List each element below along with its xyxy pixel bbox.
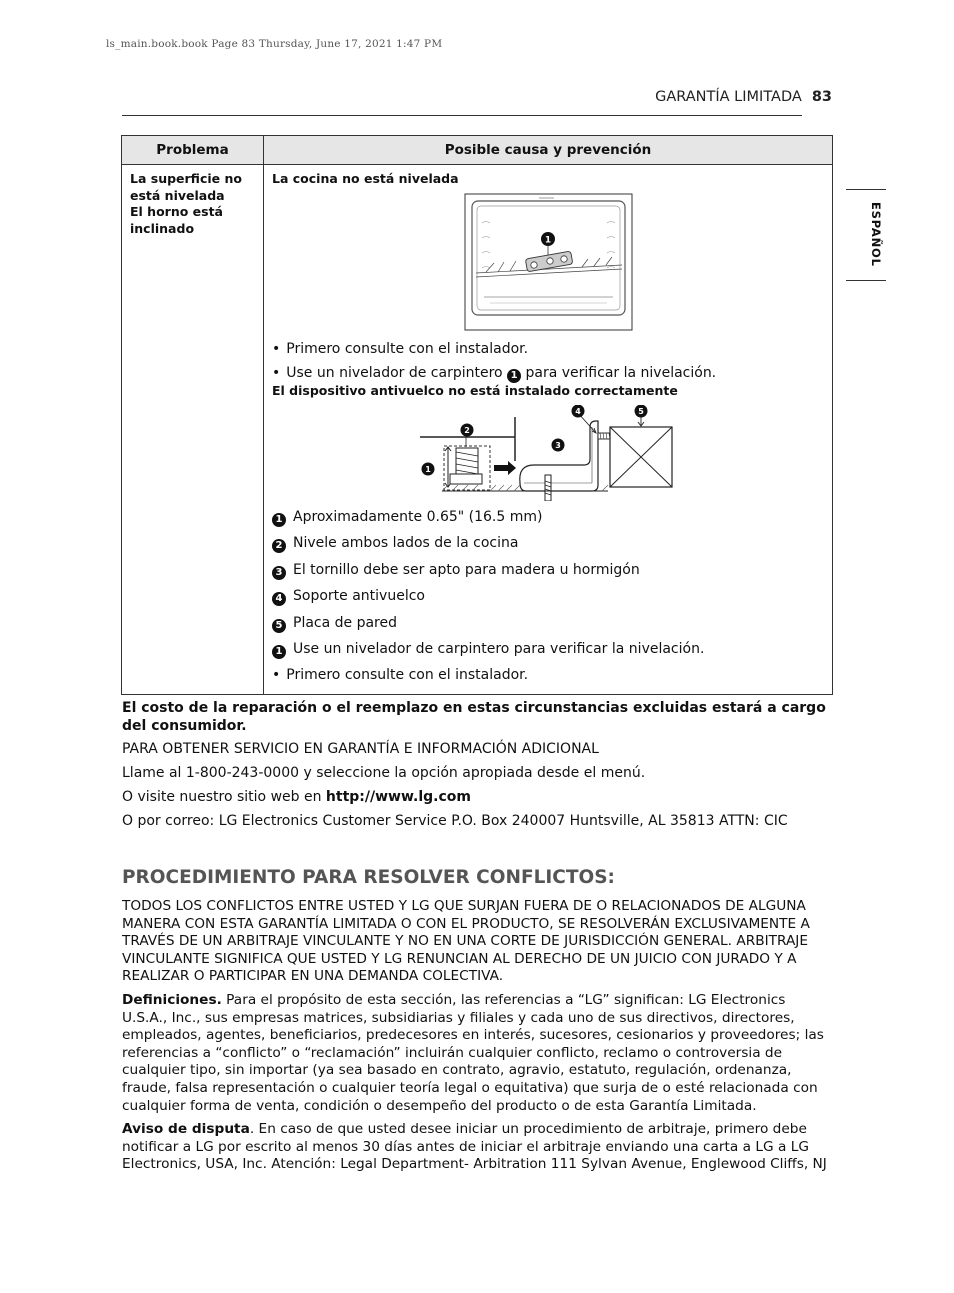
table-row	[122, 165, 833, 695]
page-number: 83	[811, 89, 832, 105]
bullet-text: Primero consulte con el instalador.	[286, 667, 529, 684]
item-number: 1	[272, 645, 286, 659]
anti-tip-bracket-illustration	[412, 405, 674, 501]
section-title: PROCEDIMIENTO PARA RESOLVER CONFLICTOS:	[122, 867, 615, 888]
item-text: Soporte antivuelco	[293, 588, 425, 605]
dispute-text: . En caso de que usted desee iniciar un procedimiento de arbitraje, primero debe notificar a LG por escrito al menos 30 días antes de iniciar el arbitraje enviando una carta a LG a LG Electronics, USA, Inc. Atención: Legal Department- Arbitration 111 Sylvan Avenue, Englewood Cliffs, NJ	[122, 1121, 827, 1173]
problem-cell	[122, 165, 264, 695]
header-rule	[122, 115, 802, 116]
bullet-text: Primero consulte con el instalador.	[286, 341, 529, 357]
web-prefix: O visite nuestro sitio web en	[122, 789, 326, 805]
problem-line: La superficie no	[130, 171, 242, 186]
bullet-text: para verificar la nivelación.	[525, 365, 717, 381]
cause-title-antitip: El dispositivo antivuelco no está instalado correctamente	[272, 383, 678, 398]
bracket-callout-2: 2	[464, 426, 470, 435]
numbered-item	[272, 615, 824, 633]
oven-callout-number: 1	[544, 235, 552, 246]
dispute-label: Aviso de disputa	[122, 1121, 250, 1137]
mail-line: O por correo: LG Electronics Customer Service P.O. Box 240007 Huntsville, AL 35813 ATTN: CIC	[122, 813, 788, 829]
numbered-list	[272, 509, 824, 659]
column-header-problem: Problema	[122, 136, 264, 165]
item-text: El tornillo debe ser apto para madera u hormigón	[293, 561, 640, 578]
inline-callout-number: 1	[507, 369, 521, 383]
bullet-item: • Primero consulte con el instalador.	[272, 667, 529, 684]
numbered-item	[272, 641, 824, 659]
cost-note: El costo de la reparación o el reemplazo en estas circunstancias excluidas estará a cargo del consumidor.	[122, 700, 826, 734]
language-tab	[846, 189, 886, 281]
running-head	[655, 89, 832, 105]
numbered-item	[272, 535, 824, 553]
definitions-text: Para el propósito de esta sección, las referencias a “LG” significan: LG Electronics U.S.A., Inc., sus empresas matrices, subsidiarias y filiales y cada uno de sus directivos, directores, empleados, agentes, beneficiarios, predecesores en interés, sucesores, cesionarios y proveedores; las referencias a “conflicto” o “reclamación” incluirán cualquier conflicto, reclamo o controversia de cualquier tipo, sin importar (ya sea basado en contrato, agravio, estatuto, regulación, ordenanza, fraude, falsa representación o cualquier teoría legal o equitativa) que surja de o esté relacionada con cualquier forma de venta, condición o desempeño del producto o de esta Garantía Limitada.	[122, 992, 824, 1114]
item-number: 3	[272, 566, 286, 580]
item-number: 1	[272, 513, 286, 527]
item-number: 5	[272, 619, 286, 633]
numbered-item	[272, 509, 824, 527]
problem-line: inclinado	[130, 220, 195, 236]
definitions-paragraph	[122, 992, 834, 1115]
troubleshooting-table	[121, 135, 833, 695]
bullet-text: Use un nivelador de carpintero	[286, 365, 503, 381]
problem-line: El horno está	[130, 204, 223, 219]
bracket-callout-1: 1	[425, 465, 431, 474]
problem-line: está nivelada	[130, 187, 225, 203]
running-head-title: GARANTÍA LIMITADA	[655, 89, 802, 105]
file-header: ls_main.book.book Page 83 Thursday, June 17, 2021 1:47 PM	[106, 38, 443, 50]
cause-cell	[264, 165, 833, 695]
caps-paragraph: TODOS LOS CONFLICTOS ENTRE USTED Y LG QUE SURJAN FUERA DE O RELACIONADOS DE ALGUNA MANERA CON ESTA GARANTÍA LIMITADA O CON EL PRODUCTO, SE RESOLVERÁN EXCLUSIVAMENTE A TRAVÉS DE UN ARBITRAJE VINCULANTE Y NO EN UNA CORTE DE JURISDICCIÓN GENERAL. ARBITRAJE VINCULANTE SIGNIFICA QUE USTED Y LG RENUNCIAN AL DERECHO DE UN JUICIO CON JURADO Y A REALIZAR O PARTICIPAR EN UNA DEMANDA COLECTIVA.	[122, 898, 810, 985]
website-link[interactable]: http://www.lg.com	[325, 789, 471, 805]
item-number: 2	[272, 539, 286, 553]
bullet-item: • Primero consulte con el instalador.	[272, 341, 529, 357]
language-tab-label: ESPAÑOL	[869, 202, 883, 267]
web-line	[122, 789, 834, 807]
numbered-item	[272, 588, 824, 606]
item-text: Aproximadamente 0.65" (16.5 mm)	[293, 509, 543, 525]
cause-title-level: La cocina no está nivelada	[272, 171, 459, 186]
service-heading: PARA OBTENER SERVICIO EN GARANTÍA E INFORMACIÓN ADICIONAL	[122, 741, 599, 757]
table-header-row	[122, 136, 833, 165]
bullet-item: • Use un nivelador de carpintero 1 para verificar la nivelación.	[272, 365, 717, 381]
column-header-cause: Posible causa y prevención	[264, 136, 833, 165]
definitions-label: Definiciones.	[122, 992, 222, 1008]
oven-level-illustration	[464, 193, 633, 331]
item-text: Use un nivelador de carpintero para verificar la nivelación.	[293, 640, 705, 657]
numbered-item	[272, 562, 824, 580]
dispute-paragraph	[122, 1121, 834, 1174]
phone-line: Llame al 1-800-243-0000 y seleccione la opción apropiada desde el menú.	[122, 765, 646, 781]
bracket-callout-5: 5	[638, 407, 644, 416]
bracket-callout-4: 4	[575, 407, 581, 416]
item-text: Nivele ambos lados de la cocina	[293, 535, 519, 552]
bracket-callout-3: 3	[555, 441, 561, 450]
item-number: 4	[272, 592, 286, 606]
item-text: Placa de pared	[293, 614, 398, 631]
